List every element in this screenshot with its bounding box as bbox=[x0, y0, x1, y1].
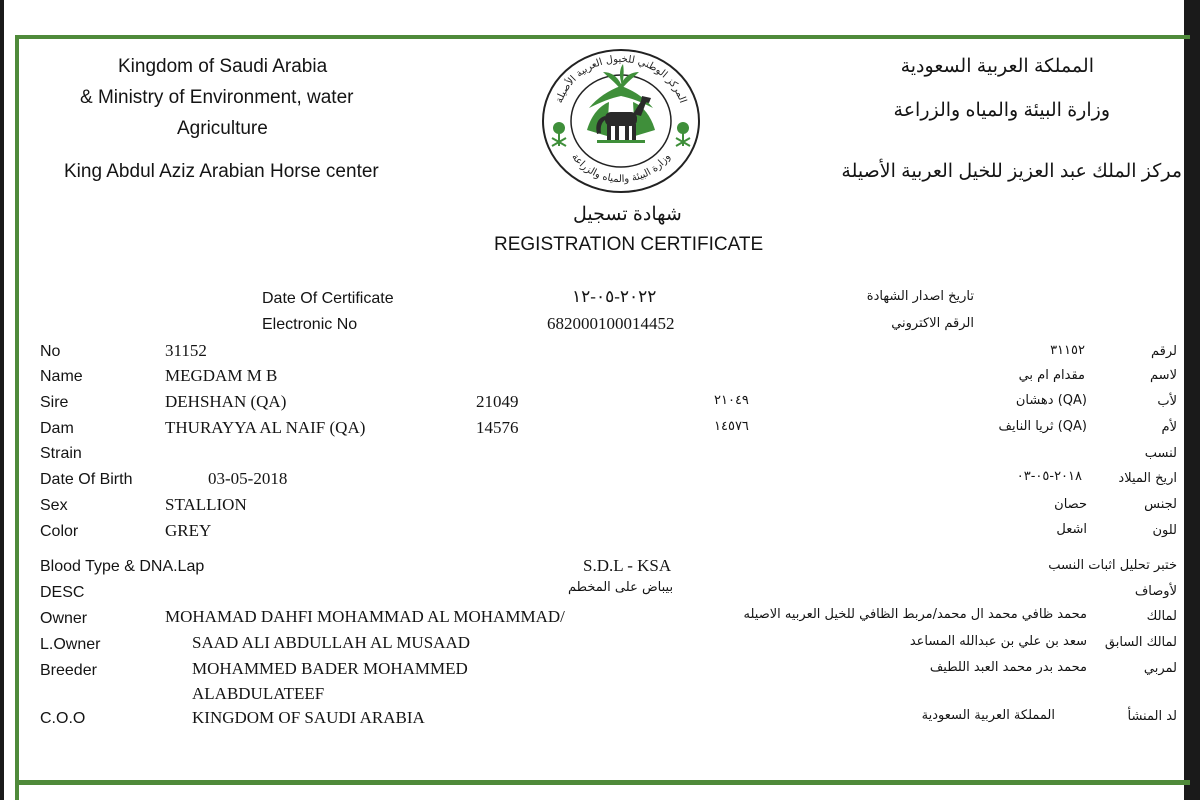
dam-label: Dam bbox=[40, 420, 74, 437]
screen-frame-left bbox=[0, 0, 4, 800]
date-of-certificate-value: ٢٠٢٢-٠٥-١٢ bbox=[572, 287, 657, 306]
sire-value: DEHSHAN (QA) bbox=[165, 392, 287, 411]
sex-value-ar: حصان bbox=[1054, 497, 1087, 512]
last-owner-label: L.Owner bbox=[40, 636, 101, 653]
ministry-seal-logo bbox=[539, 46, 703, 196]
color-value-ar: اشعل bbox=[1056, 522, 1087, 537]
country-of-origin-label: C.O.O bbox=[40, 710, 86, 727]
sire-number-ar: ٢١٠٤٩ bbox=[714, 393, 749, 408]
blood-type-label: Blood Type & DNA.Lap bbox=[40, 558, 205, 575]
title-en: REGISTRATION CERTIFICATE bbox=[494, 234, 764, 255]
last-owner-value: SAAD ALI ABDULLAH AL MUSAAD bbox=[192, 633, 470, 652]
dam-label-ar: لأم bbox=[1161, 420, 1177, 435]
sire-label-ar: لأب bbox=[1157, 394, 1177, 409]
dam-value-ar: (QA) ثريا النايف bbox=[998, 419, 1087, 434]
name-value: MEGDAM M B bbox=[165, 366, 278, 385]
desc-label-ar: لأوصاف bbox=[1134, 584, 1177, 599]
breeder-value-line2: ALABDULATEEF bbox=[192, 684, 325, 703]
certificate-border-top bbox=[16, 35, 1190, 39]
header-ar-center: مركز الملك عبد العزيز للخيل العربية الأصيلة bbox=[841, 161, 1182, 182]
electronic-no-value: 682000100014452 bbox=[547, 314, 675, 333]
strain-label: Strain bbox=[40, 445, 82, 462]
date-of-birth-label-ar: اريخ الميلاد bbox=[1118, 471, 1177, 486]
country-of-origin-value-ar: المملكة العربية السعودية bbox=[921, 708, 1055, 723]
certificate-border-left bbox=[15, 35, 19, 800]
electronic-no-label-ar: الرقم الاكتروني bbox=[891, 316, 974, 331]
certificate-border-bottom bbox=[16, 780, 1190, 785]
last-owner-value-ar: سعد بن علي بن عبدالله المساعد bbox=[909, 634, 1087, 649]
screen-frame-right bbox=[1184, 0, 1200, 800]
sire-value-ar: (QA) دهشان bbox=[1015, 393, 1087, 408]
no-label-ar: لرقم bbox=[1151, 344, 1177, 359]
strain-label-ar: لنسب bbox=[1144, 446, 1177, 461]
blood-type-label-ar: ختبر تحليل اثبات النسب bbox=[1048, 558, 1177, 573]
sex-label-ar: لجنس bbox=[1144, 497, 1177, 512]
desc-label: DESC bbox=[40, 584, 85, 601]
sex-label: Sex bbox=[40, 497, 68, 514]
color-label-ar: للون bbox=[1152, 523, 1177, 538]
name-label-ar: لاسم bbox=[1150, 368, 1177, 383]
sex-value: STALLION bbox=[165, 495, 247, 514]
date-of-certificate-label-ar: تاريخ اصدار الشهادة bbox=[866, 289, 974, 304]
owner-value: MOHAMAD DAHFI MOHAMMAD AL MOHAMMAD/ bbox=[165, 607, 565, 626]
color-value: GREY bbox=[165, 521, 212, 540]
no-label: No bbox=[40, 343, 61, 360]
breeder-label: Breeder bbox=[40, 662, 97, 679]
header-en-ministry: & Ministry of Environment, water bbox=[80, 87, 354, 108]
header-en-center: King Abdul Aziz Arabian Horse center bbox=[64, 161, 379, 182]
date-of-birth-value-ar: ٢٠١٨-٠٥-٠٣ bbox=[1016, 469, 1082, 484]
header-en-kingdom: Kingdom of Saudi Arabia bbox=[118, 56, 328, 77]
title-ar: شهادة تسجيل bbox=[573, 204, 682, 225]
no-value-ar: ٣١١٥٢ bbox=[1050, 343, 1085, 358]
header-ar-kingdom: المملكة العربية السعودية bbox=[900, 56, 1094, 77]
date-of-certificate-label: Date Of Certificate bbox=[262, 290, 394, 307]
name-label: Name bbox=[40, 368, 83, 385]
color-label: Color bbox=[40, 523, 79, 540]
breeder-label-ar: لمربي bbox=[1143, 661, 1177, 676]
country-of-origin-value: KINGDOM OF SAUDI ARABIA bbox=[192, 708, 425, 727]
name-value-ar: مقدام ام بي bbox=[1018, 368, 1085, 383]
date-of-birth-value: 03-05-2018 bbox=[208, 469, 288, 488]
breeder-value-line1: MOHAMMED BADER MOHAMMED bbox=[192, 659, 468, 678]
no-value: 31152 bbox=[165, 341, 207, 360]
country-of-origin-label-ar: لد المنشأ bbox=[1127, 709, 1177, 724]
desc-value-ar: بيباض على المخطم bbox=[568, 580, 674, 595]
sire-number: 21049 bbox=[476, 392, 519, 411]
dam-number-ar: ١٤٥٧٦ bbox=[714, 419, 749, 434]
owner-label: Owner bbox=[40, 610, 88, 627]
last-owner-label-ar: لمالك السابق bbox=[1104, 635, 1177, 650]
svg-text:وزارة البيئة والمياه والزراعة: وزارة البيئة والمياه والزراعة bbox=[569, 151, 673, 186]
breeder-value-ar: محمد بدر محمد العبد اللطيف bbox=[929, 660, 1087, 675]
header-en-agriculture: Agriculture bbox=[177, 118, 268, 139]
header-ar-ministry: وزارة البيئة والمياه والزراعة bbox=[893, 100, 1110, 121]
owner-value-ar: محمد ظافي محمد ال محمد/مربط الظافي للخيل العربيه الاصيله bbox=[743, 607, 1087, 622]
sire-label: Sire bbox=[40, 394, 69, 411]
electronic-no-label: Electronic No bbox=[262, 316, 358, 333]
blood-type-value: S.D.L - KSA bbox=[583, 556, 672, 575]
owner-label-ar: لمالك bbox=[1146, 609, 1177, 624]
dam-number: 14576 bbox=[476, 418, 519, 437]
date-of-birth-label: Date Of Birth bbox=[40, 471, 133, 488]
dam-value: THURAYYA AL NAIF (QA) bbox=[165, 418, 366, 437]
svg-text:المركز الوطني للخيول العربية ا: المركز الوطني للخيول العربية الأصيلة bbox=[553, 53, 689, 105]
